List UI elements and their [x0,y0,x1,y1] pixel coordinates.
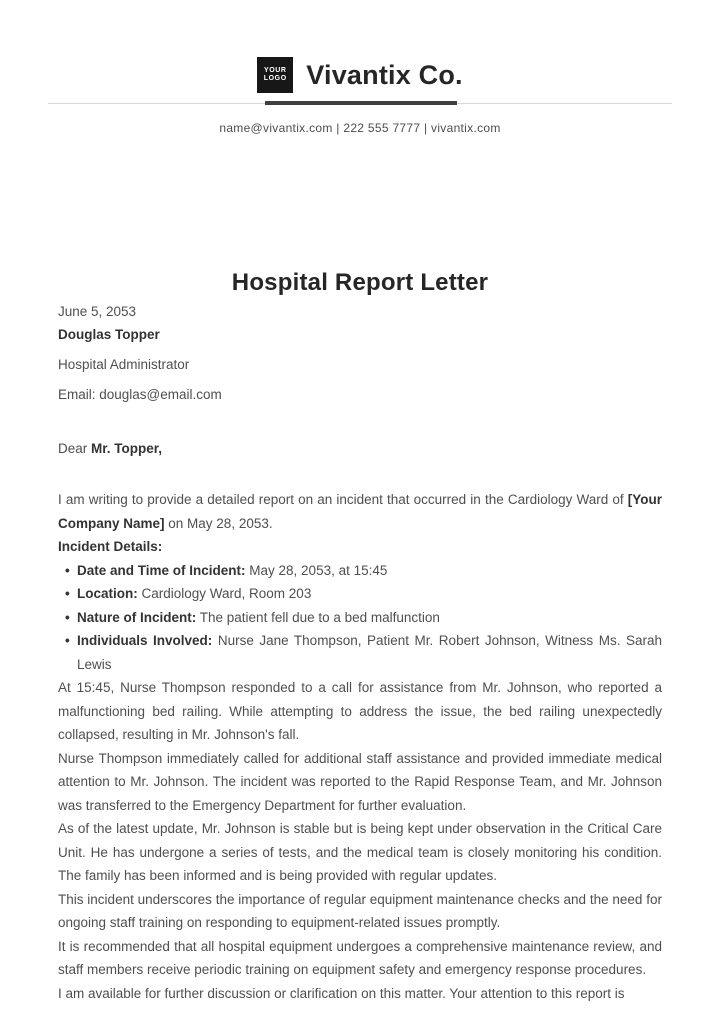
header-divider-accent [265,101,457,105]
sender-name: Douglas Topper [58,327,160,342]
paragraph [58,535,662,559]
company-logo [257,57,293,93]
logo-text-line1: YOUR [263,66,287,74]
contact-line: name@vivantix.com | 222 555 7777 | vivantix.com [219,121,501,135]
text-segment: As of the latest update, Mr. Johnson is stable but is being kept under observation in the Critical Care Unit. He has undergone a series of tests, and the medical team is closely monitoring his condition. The family has been informed and is being provided with regular updates. [58,821,662,883]
text-segment: May 28, 2053, at 15:45 [245,562,388,578]
letter-date: June 5, 2053 [58,304,137,319]
text-segment: This incident underscores the importance of regular equipment maintenance checks and the need for ongoing staff training on responding to equipment-related issues promptly. [58,891,662,930]
bold-text-segment: Incident Details: [58,539,163,554]
company-name: Vivantix Co. [306,59,463,90]
sender-role: Hospital Administrator [58,357,190,372]
paragraph [58,982,662,1006]
logo-text-line2: LOGO [263,75,287,82]
letter-title: Hospital Report Letter [231,269,489,296]
bold-text-segment: Individuals Involved: [77,633,213,648]
letter-content [58,268,662,1005]
text-segment: I am writing to provide a detailed report on an incident that occurred in the Cardiology Ward of [58,492,628,507]
bullet-item [58,582,662,606]
header-brand-row [0,57,720,93]
paragraph [58,676,662,747]
bold-text-segment: Mr. Topper, [91,441,163,456]
text-segment: Dear [58,441,92,456]
paragraph [58,935,662,982]
paragraph [58,817,662,888]
text-segment: I am available for further discussion or clarification on this matter. Your attention to this report is [58,985,625,1001]
bold-text-segment: Nature of Incident: [77,609,197,625]
text-segment: Nurse Thompson immediately called for additional staff assistance and provided immediate medical attention to Mr. Johnson. The incident was reported to the Rapid Response Team, and Mr. Johnson was transferred to the Emergency Department for further evaluation. [58,750,662,813]
bullet-item [58,606,662,630]
bold-text-segment: [Your Company Name] [58,492,662,531]
letter-body [58,488,662,1005]
salutation [58,440,662,457]
bullet-item [58,559,662,583]
text-segment: The patient fell due to a bed malfunction [196,609,440,625]
text-segment: Cardiology Ward, Room 203 [137,586,312,601]
bullet-item [58,629,662,676]
text-segment: It is recommended that all hospital equipment undergoes a comprehensive maintenance review, and staff members receive periodic training on equipment safety and emergency response procedures. [58,938,662,977]
bold-text-segment: Date and Time of Incident: [77,562,246,578]
text-segment: At 15:45, Nurse Thompson responded to a call for assistance from Mr. Johnson, who reported a malfunctioning bed railing. While attempting to address the issue, the bed railing unexpectedly collapsed, resulting in Mr. Johnson's fall. [58,680,662,742]
bold-text-segment: Location: [77,586,138,601]
sender-email: Email: douglas@email.com [58,387,222,402]
sender-block [58,303,662,403]
paragraph [58,488,662,535]
paragraph [58,747,662,818]
paragraph [58,888,662,935]
text-segment: Nurse Jane Thompson, Patient Mr. Robert Johnson, Witness Ms. Sarah Lewis [77,633,663,672]
text-segment: on May 28, 2053. [164,515,273,531]
